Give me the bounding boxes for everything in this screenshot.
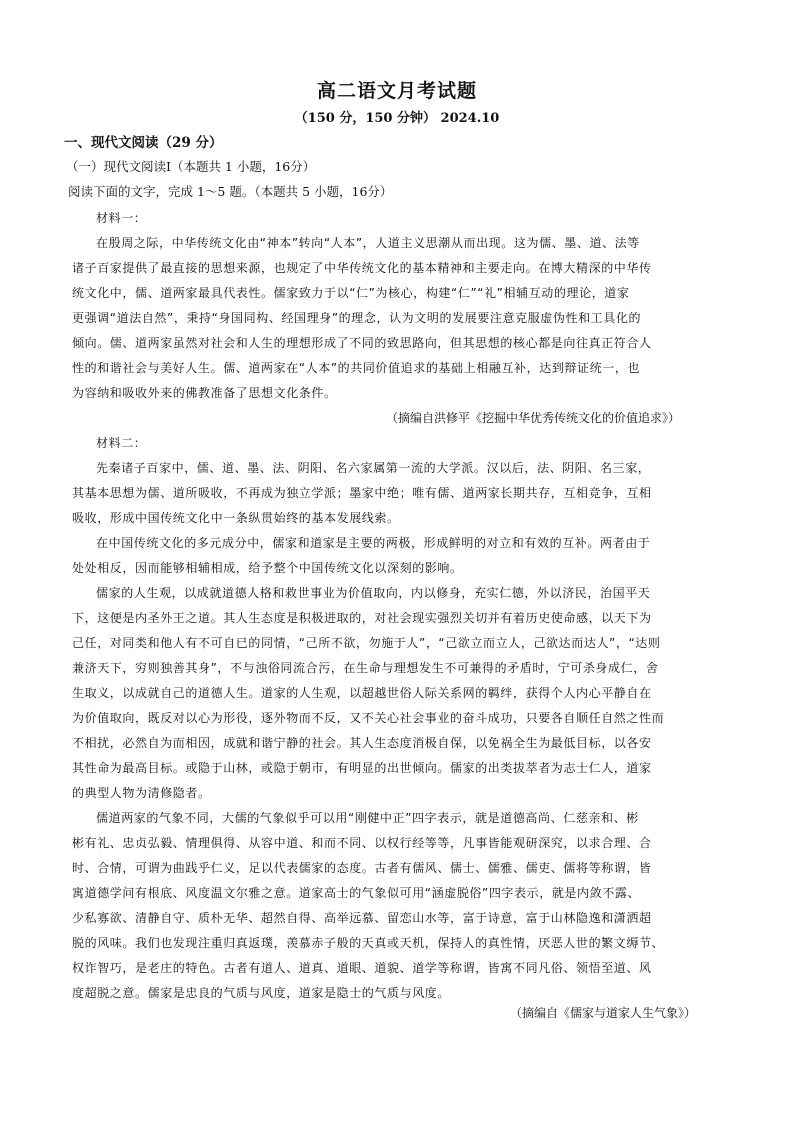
material-two-line: 先秦诸子百家中，儒、道、墨、法、阴阳、名六家属第一流的大学派。汉以后，法、阴阳、名三家， <box>96 461 651 475</box>
material-two-line: 己任，对同类和他人有不可自已的同情，“己所不欲，勿施于人”，“己欲立而立人，己欲达而达人”，“达则 <box>72 636 661 650</box>
material-two-line: 时、合情，可谓为曲践乎仁义，足以代表儒家的态度。古者有儒风、儒士、儒雅、儒吏、儒将等称谓，皆 <box>72 861 652 875</box>
material-one-line: 更强调“道法自然”，秉持“身国同构、经国理身”的理念，认为文明的发展要注意克服虚伪性和工具化的 <box>72 311 642 325</box>
material-two-line: 生取义，以成就自己的道德人生。道家的人生观，以超越世俗人际关系网的羁绊，获得个人内心平静自在 <box>72 686 652 700</box>
material-two-label: 材料二： <box>96 436 147 450</box>
material-two-line: 吸收，形成中国传统文化中一条纵贯始终的基本发展线索。 <box>72 511 400 525</box>
material-one-line: 性的和谐社会与美好人生。儒、道两家在“人本”的共同价值追求的基础上相融互补，达到辩证统一，也 <box>72 361 641 375</box>
material-one-line: 倾向。儒、道两家虽然对社会和人生的理想形成了不同的致思路向，但其思想的核心都是向往真正符合人 <box>72 336 652 350</box>
material-two-line: 兼济天下，穷则独善其身”，不与浊俗同流合污，在生命与理想发生不可兼得的矛盾时，宁可杀身成仁，舍 <box>72 661 659 675</box>
material-one-line: 为容纳和吸收外来的佛教准备了思想文化条件。 <box>72 386 337 400</box>
material-two-line: 儒道两家的气象不同，大儒的气象似乎可以用“刚健中正”四字表示，就是道德高尚、仁慈亲和、彬 <box>96 811 639 825</box>
material-one-label: 材料一： <box>96 211 147 225</box>
material-two-line: 度超脱之意。儒家是忠良的气质与风度，道家是隐士的气质与风度。 <box>72 986 451 1000</box>
material-two-line: 寓道德学问有根底、风度温文尔雅之意。道家高士的气象似可用“涵虚脱俗”四字表示，就是内敛不露、 <box>72 886 641 900</box>
material-two-source: （摘编自《儒家与道家人生气象》） <box>510 1006 697 1020</box>
material-two-line: 儒家的人生观，以成就道德人格和救世事业为价值取向，内以修身，充实仁德，外以济民，治国平天 <box>96 586 651 600</box>
material-two-line: 其基本思想为儒、道所吸收，不再成为独立学派；墨家中绝；唯有儒、道两家长期共存，互相竞争，互相 <box>72 486 652 500</box>
material-two-line: 其性命为最高目标。或隐于山林，或隐于朝市，有明显的出世倾向。儒家的出类拔萃者为志士仁人，道家 <box>72 761 652 775</box>
material-two-line: 在中国传统文化的多元成分中，儒家和道家是主要的两极，形成鲜明的对立和有效的互补。两者由于 <box>96 536 651 550</box>
material-two-line: 处处相反，因而能够相辅相成，给予整个中国传统文化以深刻的影响。 <box>72 561 463 575</box>
material-two-line: 不相扰，必然自为而相因，成就和谐宁静的社会。其人生态度消极自保，以免祸全生为最低目标，以各安 <box>72 736 652 750</box>
material-two-line: 脱的风味。我们也发现注重归真返璞，羡慕赤子般的天真或天机，保持人的真性情，厌恶人世的繁文缛节、 <box>72 936 665 950</box>
material-one-line: 统文化中，儒、道两家最具代表性。儒家致力于以“仁”为核心，构建“仁”“礼”相辅互动的理论，道家 <box>72 286 630 300</box>
section-heading: 一、现代文阅读（29 分） <box>64 135 223 151</box>
exam-subtitle: （150 分，150 分钟） 2024.10 <box>294 111 500 126</box>
instruction-text: 阅读下面的文字，完成 1～5 题。（本题共 5 小题，16分） <box>68 184 393 199</box>
material-two-line: 权诈智巧，是老庄的特色。古者有道人、道真、道眼、道貌、道学等称谓，皆寓不同凡俗、领悟至道、风 <box>72 961 652 975</box>
subsection-heading: （一）现代文阅读Ⅰ（本题共 1 小题，16分） <box>66 159 316 174</box>
material-two-line: 下，这便是内圣外王之道。其人生态度是积极进取的，对社会现实强烈关切并有着历史使命感，以天下为 <box>72 611 652 625</box>
material-two-line: 少私寡欲、清静自守、质朴无华、超然自得、高举远慕、留恋山水等，富于诗意，富于山林隐逸和潇洒超 <box>72 911 652 925</box>
material-one-source: （摘编自洪修平《挖掘中华优秀传统文化的价值追求》） <box>386 411 681 425</box>
exam-title: 高二语文月考试题 <box>316 80 477 102</box>
material-two-line: 为价值取向，既反对以心为形役，逐外物而不反，又不关心社会事业的奋斗成功，只要各自顺任自然之性而 <box>72 711 665 725</box>
material-one-line: 诸子百家提供了最直接的思想来源，也规定了中华传统文化的基本精神和主要走向。在博大精深的中华传 <box>72 261 652 275</box>
material-two-line: 的典型人物为清修隐者。 <box>72 786 211 800</box>
material-one-line: 在殷周之际，中华传统文化由“神本”转向“人本”，人道主义思潮从而出现。这为儒、墨、道、法等 <box>96 236 640 250</box>
material-two-line: 彬有礼、忠贞弘毅、情理俱得、从容中道、和而不同、以权行经等等，凡事皆能观研深究，以求合理、合 <box>72 836 652 850</box>
